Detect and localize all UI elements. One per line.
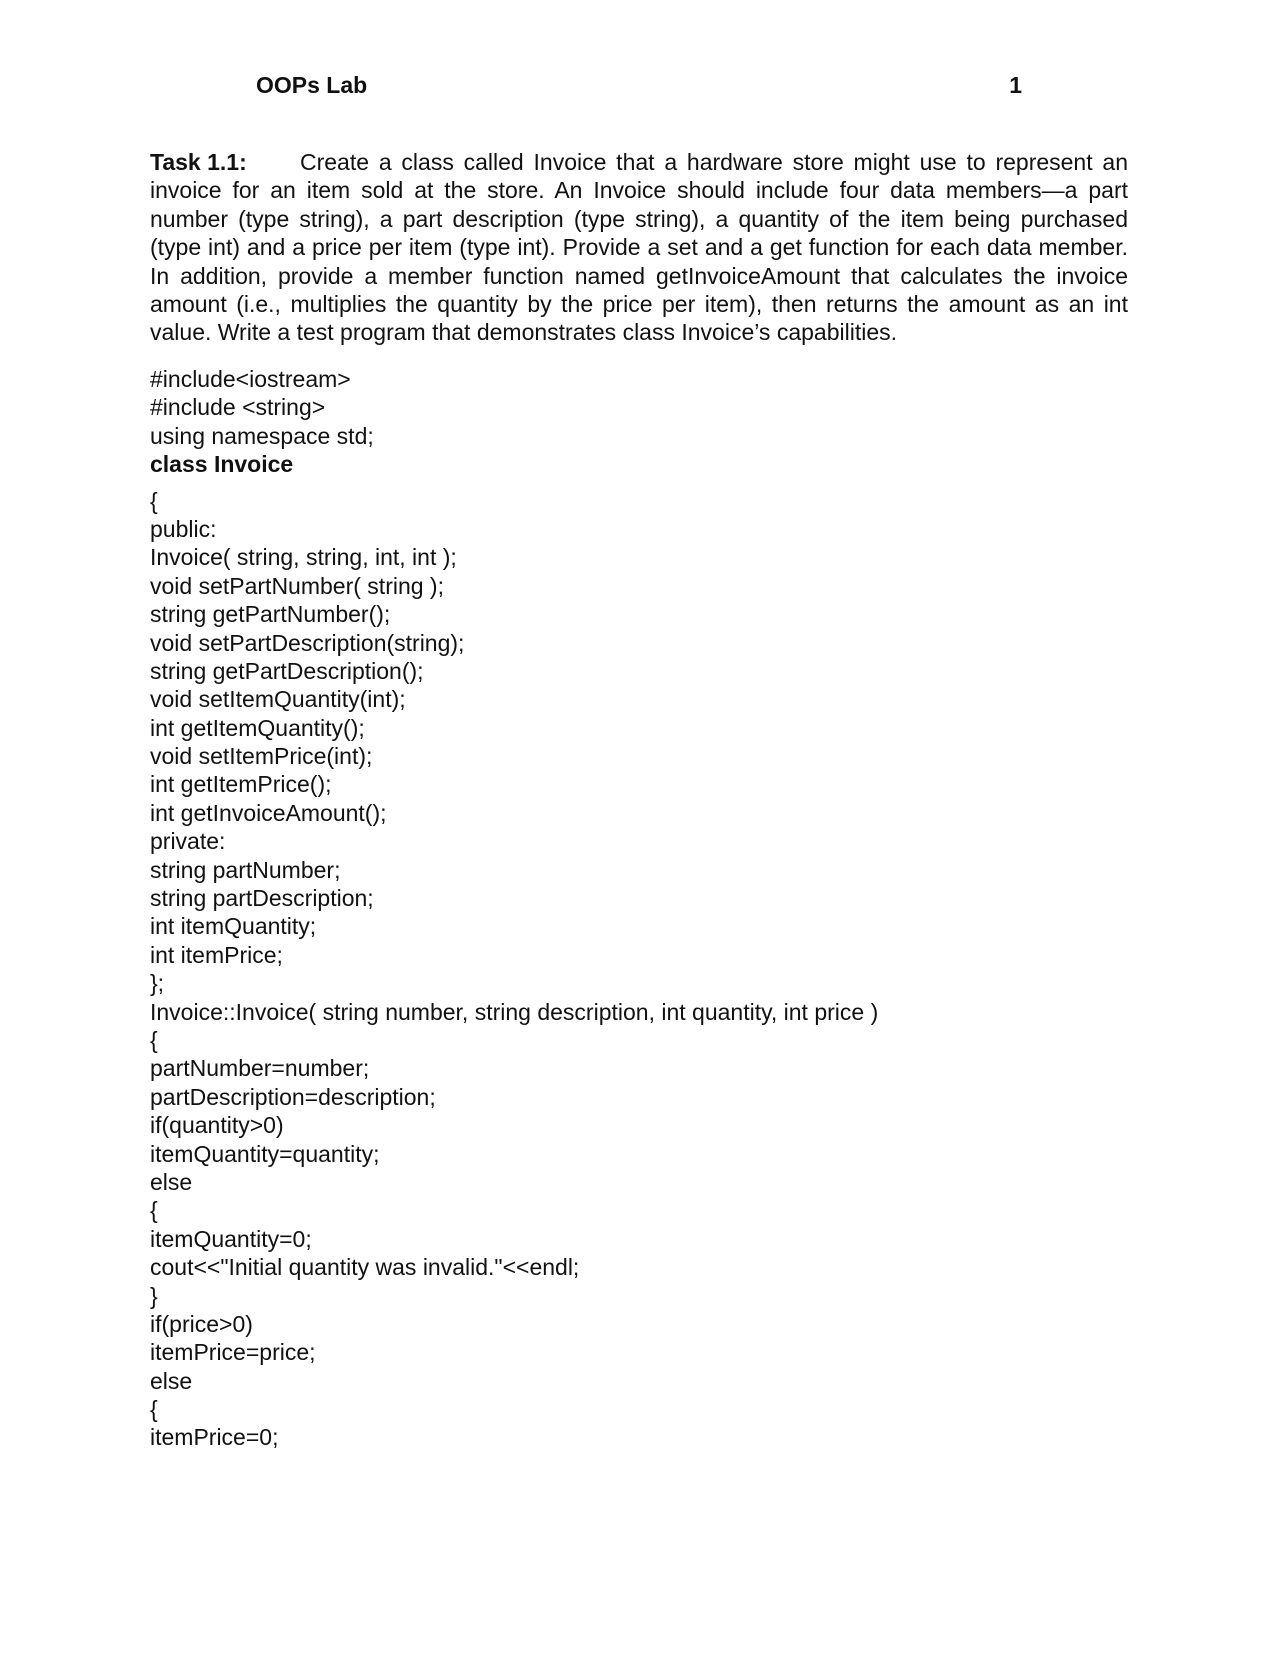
code-line: itemQuantity=quantity; (150, 1140, 380, 1167)
header-title: OOPs Lab (256, 72, 368, 98)
code-line: public: (150, 515, 217, 542)
code-line: #include<iostream> (150, 366, 351, 392)
code-line: Invoice( string, string, int, int ); (150, 544, 457, 571)
code-line: { (150, 1396, 158, 1423)
code-line: cout<<"Initial quantity was invalid."<<endl; (150, 1254, 580, 1281)
code-line: itemPrice=price; (150, 1339, 316, 1366)
code-line: if(quantity>0) (150, 1112, 284, 1139)
code-line: partNumber=number; (150, 1055, 370, 1082)
page-header (256, 72, 1022, 104)
code-line: if(price>0) (150, 1310, 253, 1337)
code-line: else (150, 1168, 193, 1195)
code-line: void setItemQuantity(int); (150, 686, 406, 713)
code-line: int itemQuantity; (150, 913, 317, 940)
code-line: { (150, 1026, 158, 1053)
page-number: 1 (1009, 72, 1022, 98)
code-line: int getItemPrice(); (150, 771, 332, 798)
code-line: string getPartDescription(); (150, 657, 424, 684)
task-label: Task 1.1: (150, 149, 247, 175)
code-line: private: (150, 828, 226, 855)
code-line: Invoice::Invoice( string number, string description, int quantity, int price ) (150, 998, 879, 1025)
task-description (150, 148, 1128, 347)
code-line: partDescription=description; (150, 1083, 436, 1110)
code-line: void setPartDescription(string); (150, 629, 465, 656)
code-line: else (150, 1367, 193, 1394)
code-line: void setItemPrice(int); (150, 743, 373, 770)
code-line: int itemPrice; (150, 941, 283, 968)
code-line: using namespace std; (150, 422, 374, 449)
code-line: } (150, 1282, 158, 1309)
code-block (150, 365, 1150, 1452)
class-declaration: class Invoice (150, 451, 294, 478)
code-line: string partDescription; (150, 885, 374, 912)
code-line: void setPartNumber( string ); (150, 572, 444, 599)
code-line: itemQuantity=0; (150, 1225, 312, 1252)
code-line: string partNumber; (150, 856, 341, 883)
code-line: #include <string> (150, 394, 326, 421)
code-line: int getInvoiceAmount(); (150, 799, 387, 826)
code-line: int getItemQuantity(); (150, 714, 365, 741)
code-line: itemPrice=0; (150, 1424, 279, 1451)
task-text: Create a class called Invoice that a hardware store might use to represent an invoice for an item sold at the store. An Invoice should include four data members—a part number (type string), a part description (type string), a quantity of the item being purchased (type int) and a price per item (type int). Provide a set and a get function for each data member. In addition, provide a member function named getInvoiceAmount that calculates the invoice amount (i.e., multiplies the quantity by the price per item), then returns the amount as an int value. Write a test program that demonstrates class Invoice’s capabilities. (150, 149, 1128, 346)
code-line: { (150, 1197, 158, 1224)
code-line: }; (150, 970, 165, 997)
code-line: { (150, 487, 158, 514)
code-line: string getPartNumber(); (150, 601, 391, 628)
